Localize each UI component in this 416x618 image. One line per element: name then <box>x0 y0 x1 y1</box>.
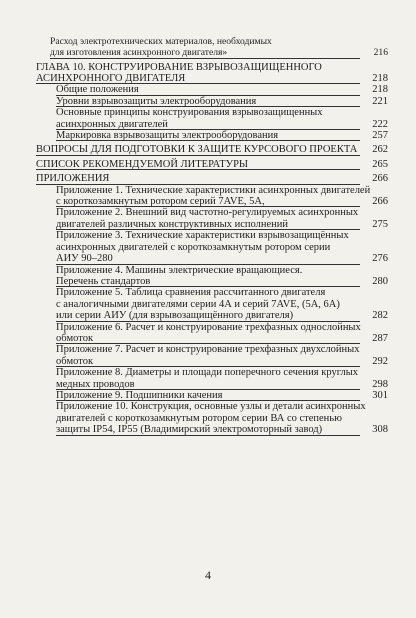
toc-entry-text: ПРИЛОЖЕНИЯ <box>36 173 110 185</box>
toc-entry-text: с аналогичными двигателями серии 4А и серий 7AVE, (5А, 6А) <box>56 298 340 310</box>
toc-entry-text: для изготовления асинхронного двигателя» <box>50 46 228 58</box>
toc-page-number: 301 <box>372 389 388 401</box>
toc-entry-text: Приложение 2. Внешний вид частотно-регулируемых асинхронных <box>56 207 359 219</box>
toc-entry-text: защиты IP54, IP55 (Владимирский электромоторный завод) <box>56 424 323 436</box>
toc-page-number: 257 <box>372 130 388 142</box>
toc-entry <box>56 265 388 288</box>
toc-entry-text: асинхронных двигателей <box>56 118 168 130</box>
toc-page-number: 265 <box>372 158 388 170</box>
toc-entry <box>36 62 388 85</box>
toc-entry-text: ГЛАВА 10. КОНСТРУИРОВАНИЕ ВЗРЫВОЗАЩИЩЕННОГО <box>36 61 322 73</box>
table-of-contents <box>36 37 388 436</box>
toc-page-number: 222 <box>372 118 388 130</box>
toc-page-number: 221 <box>372 95 388 107</box>
toc-entry-text: обмоток <box>56 355 94 367</box>
toc-page-number: 218 <box>372 84 388 96</box>
leader-line <box>50 58 360 59</box>
toc-entry <box>56 344 388 367</box>
toc-entry-text: Основные принципы конструирования взрывозащищенных <box>56 107 323 119</box>
toc-page-number: 298 <box>372 378 388 390</box>
toc-entry <box>56 367 388 390</box>
toc-entry-text: Приложение 6. Расчет и конструирование трехфазных однослойных <box>56 321 361 333</box>
toc-entry <box>56 230 388 264</box>
toc-entry-text: Общие положения <box>56 84 139 96</box>
toc-entry-text: Приложение 3. Технические характеристики взрывозащищённых <box>56 230 349 242</box>
toc-entry-text: Приложение 8. Диаметры и площади поперечного сечения круглых <box>56 367 359 379</box>
toc-entry-text: АСИНХРОННОГО ДВИГАТЕЛЯ <box>36 73 186 84</box>
toc-entry-text: или серии АИУ (для взрывозащищённого двигателя) <box>56 310 294 322</box>
page-number: 4 <box>205 568 211 582</box>
toc-entry-text: Маркировка взрывозащиты электрооборудования <box>56 130 279 142</box>
toc-entry-text: двигателей с короткозамкнутым ротором серии ВА со степенью <box>56 412 342 424</box>
toc-entry-text: ВОПРОСЫ ДЛЯ ПОДГОТОВКИ К ЗАЩИТЕ КУРСОВОГО ПРОЕКТА <box>36 144 358 156</box>
toc-entry <box>56 96 388 107</box>
toc-entry <box>56 390 388 401</box>
toc-entry-text: Приложение 1. Технические характеристики асинхронных двигателей <box>56 184 371 196</box>
toc-entry <box>56 322 388 345</box>
toc-entry-text: с короткозамкнутым ротором серий 7AVE, 5А, <box>56 196 265 208</box>
toc-entry <box>56 185 388 208</box>
toc-entry-text: Приложение 5. Таблица сравнения рассчитанного двигателя <box>56 287 326 299</box>
toc-entry <box>56 401 388 435</box>
toc-entry-text: Перечень стандартов <box>56 275 151 287</box>
toc-entry-text: медных проводов <box>56 378 135 390</box>
toc-entry-text: Приложение 10. Конструкция, основные узлы и детали асинхронных <box>56 401 366 413</box>
toc-page-number: 218 <box>372 73 388 84</box>
toc-page-number: 275 <box>372 218 388 230</box>
toc-entry-text: СПИСОК РЕКОМЕНДУЕМОЙ ЛИТЕРАТУРЫ <box>36 158 249 170</box>
toc-page-number: 282 <box>372 310 388 322</box>
toc-entry-text: Приложение 4. Машины электрические вращающиеся. <box>56 264 303 276</box>
toc-entry-text: Расход электротехнических материалов, необходимых <box>50 36 272 47</box>
toc-entry <box>56 107 388 130</box>
toc-entry <box>36 173 388 184</box>
toc-page-number: 276 <box>372 253 388 265</box>
toc-entry <box>56 130 388 141</box>
toc-page-number: 262 <box>372 144 388 156</box>
toc-page-number: 266 <box>372 173 388 185</box>
toc-entry <box>36 159 388 170</box>
toc-entry-text: Приложение 7. Расчет и конструирование трехфазных двухслойных <box>56 344 360 356</box>
toc-entry-text: Уровни взрывозащиты электрооборудования <box>56 95 257 107</box>
leader-line <box>56 435 360 436</box>
toc-entry-text: двигателей различных конструктивных исполнений <box>56 218 288 230</box>
toc-entry <box>56 287 388 321</box>
toc-page-number: 308 <box>372 424 388 436</box>
toc-entry <box>56 84 388 95</box>
toc-entry-text: обмоток <box>56 332 94 344</box>
leader-line <box>36 169 360 170</box>
toc-entry <box>36 144 388 155</box>
toc-entry-text: АИУ 90–280 <box>56 253 113 265</box>
toc-entry <box>50 37 388 59</box>
toc-page-number: 292 <box>372 355 388 367</box>
toc-page-number: 287 <box>372 332 388 344</box>
toc-entry-text: асинхронных двигателей с короткозамкнутым ротором серии <box>56 241 331 253</box>
toc-entry-text: Приложение 9. Подшипники качения <box>56 389 223 401</box>
leader-line <box>36 155 360 156</box>
toc-page-number: 216 <box>373 46 388 58</box>
toc-page-number: 280 <box>372 275 388 287</box>
leader-line <box>56 140 360 141</box>
toc-entry <box>56 207 388 230</box>
toc-page-number: 266 <box>372 196 388 208</box>
